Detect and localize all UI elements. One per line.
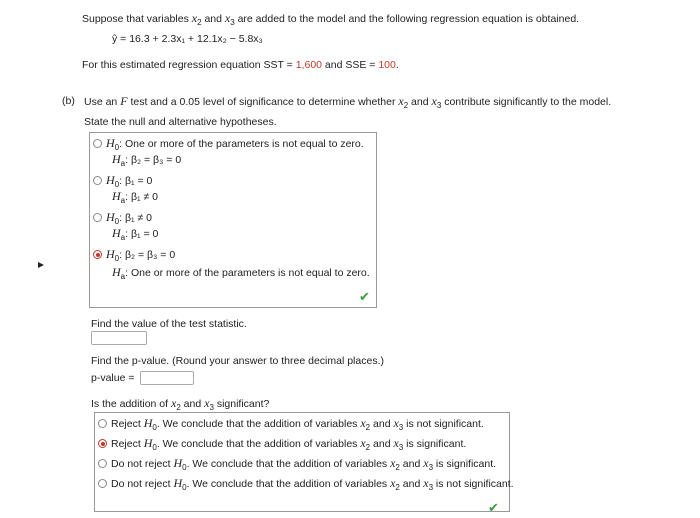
pointer-arrow-icon xyxy=(38,262,44,268)
regression-equation: ŷ = 16.3 + 2.3x₁ + 12.1x₂ − 5.8x₃ xyxy=(112,33,263,45)
conclusion-radio-4[interactable] xyxy=(98,479,107,488)
p-value-prefix: p-value = xyxy=(91,372,135,384)
hypothesis-radio-1[interactable] xyxy=(93,139,102,148)
conclusion-radio-1[interactable] xyxy=(98,419,107,428)
conclusion-option-4[interactable]: Do not reject $H_0$. We conclude that the addition of variables $x_2$ and $x_3$ is not significant. xyxy=(111,476,514,492)
part-b-question: Use an F test and a 0.05 level of significance to determine whether $x_2$ and $x_3$ contribute significantly to the model. xyxy=(84,94,612,110)
hypothesis-radio-2[interactable] xyxy=(93,176,102,185)
conclusion-radio-3[interactable] xyxy=(98,459,107,468)
conclusion-option-1[interactable]: Reject $H_0$. We conclude that the addition of variables $x_2$ and $x_3$ is not significant. xyxy=(111,416,484,432)
hypothesis-option-2[interactable]: $H_0$: β₁ = 0 xyxy=(106,173,153,189)
p-value-input[interactable] xyxy=(140,371,194,385)
hypothesis-radio-4[interactable] xyxy=(93,250,102,259)
p-value-label: Find the p-value. (Round your answer to three decimal places.) xyxy=(91,355,384,367)
checkmark-icon: ✔ xyxy=(359,289,370,304)
hypothesis-option-3-ha: $H_a$: β₁ = 0 xyxy=(112,226,159,242)
state-hypotheses-label: State the null and alternative hypotheses. xyxy=(84,116,277,128)
hypothesis-option-4-ha: $H_a$: One or more of the parameters is not equal to zero. xyxy=(112,265,370,281)
test-statistic-label: Find the value of the test statistic. xyxy=(91,318,247,330)
conclusion-option-2[interactable]: Reject $H_0$. We conclude that the addition of variables $x_2$ and $x_3$ is significant. xyxy=(111,436,467,452)
significance-question: Is the addition of $x_2$ and $x_3$ significant? xyxy=(91,396,270,412)
sst-sse-line: For this estimated regression equation SST = 1,600 and SSE = 100. xyxy=(82,59,399,71)
conclusion-option-3[interactable]: Do not reject $H_0$. We conclude that the addition of variables $x_2$ and $x_3$ is significant. xyxy=(111,456,497,472)
hypothesis-option-3[interactable]: $H_0$: β₁ ≠ 0 xyxy=(106,210,152,226)
conclusion-radio-2[interactable] xyxy=(98,439,107,448)
hypothesis-option-4[interactable]: $H_0$: β₂ = β₃ = 0 xyxy=(106,247,176,263)
hypothesis-radio-3[interactable] xyxy=(93,213,102,222)
checkmark-icon: ✔ xyxy=(488,500,499,515)
hypothesis-option-1-ha: $H_a$: β₂ = β₃ = 0 xyxy=(112,152,182,168)
hypothesis-option-1[interactable]: $H_0$: One or more of the parameters is not equal to zero. xyxy=(106,136,364,152)
intro-line: Suppose that variables $x_2$ and $x_3$ are added to the model and the following regression equation is obtained. xyxy=(82,11,580,27)
test-statistic-input[interactable] xyxy=(91,331,147,345)
hypothesis-option-2-ha: $H_a$: β₁ ≠ 0 xyxy=(112,189,158,205)
part-b-label: (b) xyxy=(62,95,75,107)
